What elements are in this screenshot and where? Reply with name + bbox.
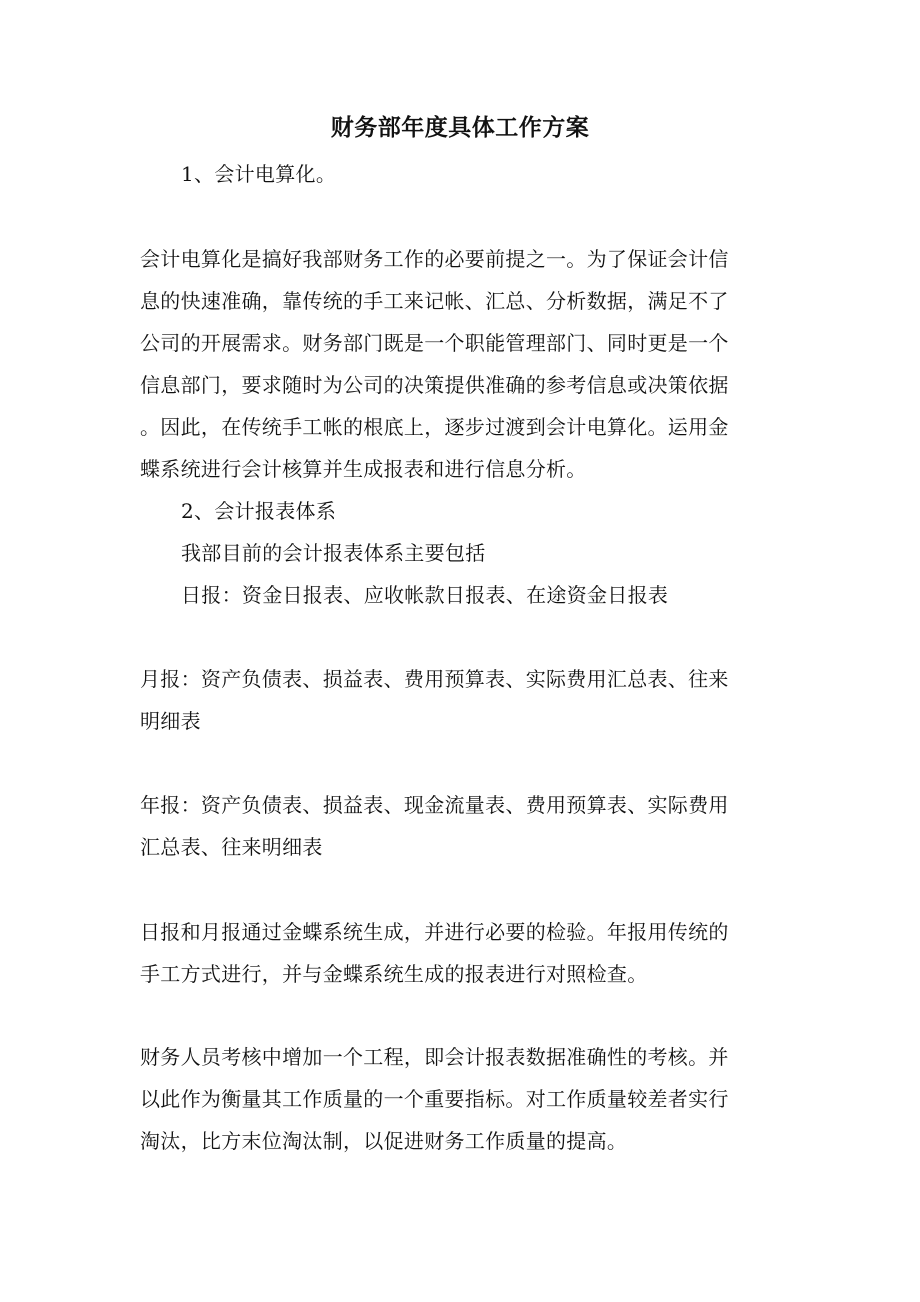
- paragraph-1-line: 会计电算化是搞好我部财务工作的必要前提之一。为了保证会计信: [140, 247, 729, 271]
- document-title: 财务部年度具体工作方案: [330, 114, 590, 141]
- paragraph-1-line: 。因此，在传统手工帐的根底上，逐步过渡到会计电算化。运用金: [140, 415, 729, 439]
- assessment-line: 以此作为衡量其工作质量的一个重要指标。对工作质量较差者实行: [140, 1087, 729, 1111]
- daily-report-line: 日报：资金日报表、应收帐款日报表、在途资金日报表: [181, 583, 669, 607]
- section-2-intro: 我部目前的会计报表体系主要包括: [181, 541, 486, 565]
- paragraph-1-line: 蝶系统进行会计核算并生成报表和进行信息分析。: [140, 457, 587, 481]
- monthly-report-line: 月报：资产负债表、损益表、费用预算表、实际费用汇总表、往来: [140, 667, 729, 691]
- monthly-report-line: 明细表: [140, 709, 201, 733]
- annual-report-line: 汇总表、往来明细表: [140, 835, 323, 859]
- paragraph-1-line: 息的快速准确，靠传统的手工来记帐、汇总、分析数据，满足不了: [140, 289, 729, 313]
- section-2-heading: 2、会计报表体系: [181, 499, 337, 523]
- paragraph-1-line: 公司的开展需求。财务部门既是一个职能管理部门、同时更是一个: [140, 331, 729, 355]
- verification-line: 手工方式进行，并与金蝶系统生成的报表进行对照检查。: [140, 962, 648, 986]
- verification-line: 日报和月报通过金蝶系统生成，并进行必要的检验。年报用传统的: [140, 920, 729, 944]
- assessment-line: 财务人员考核中增加一个工程，即会计报表数据准确性的考核。并: [140, 1045, 729, 1069]
- paragraph-1-line: 信息部门，要求随时为公司的决策提供准确的参考信息或决策依据: [140, 373, 729, 397]
- assessment-line: 淘汰，比方末位淘汰制，以促进财务工作质量的提高。: [140, 1129, 628, 1153]
- section-1-heading: 1、会计电算化。: [181, 162, 337, 186]
- annual-report-line: 年报：资产负债表、损益表、现金流量表、费用预算表、实际费用: [140, 793, 729, 817]
